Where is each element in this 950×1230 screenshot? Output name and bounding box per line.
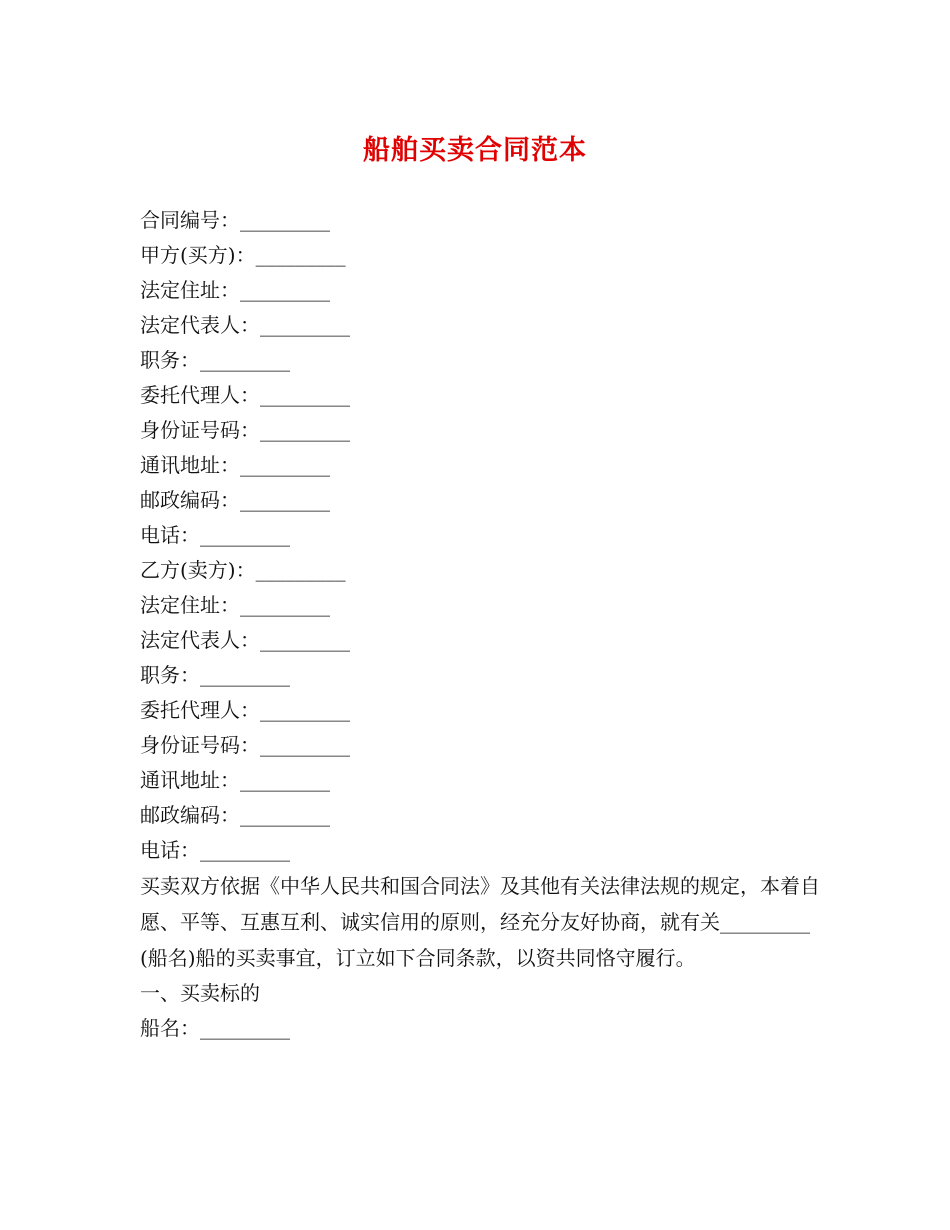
document-title: 船舶买卖合同范本: [363, 135, 587, 166]
document-body: [140, 203, 820, 1046]
field-party-b: 乙方(卖方)：_________: [140, 558, 346, 582]
field-party-a-address: 法定住址：_________: [140, 278, 330, 302]
section-heading-subject: 一、买卖标的: [140, 981, 260, 1005]
field-party-a: 甲方(买方)：_________: [140, 243, 346, 267]
field-contract-number: 合同编号：_________: [140, 208, 330, 232]
field-party-b-agent: 委托代理人：_________: [140, 698, 350, 722]
field-party-b-legal-rep: 法定代表人：_________: [140, 628, 350, 652]
field-party-a-mail-address: 通讯地址：_________: [140, 453, 330, 477]
preamble-paragraph: 买卖双方依据《中华人民共和国合同法》及其他有关法律法规的规定，本着自愿、平等、互惠互利、诚实信用的原则，经充分友好协商，就有关_________(船名)船的买卖事宜，订立如下合同条款，以资共同恪守履行。: [140, 874, 820, 970]
field-party-a-postcode: 邮政编码：_________: [140, 488, 330, 512]
field-party-a-agent: 委托代理人：_________: [140, 383, 350, 407]
field-party-a-id-number: 身份证号码：_________: [140, 418, 350, 442]
field-party-b-position: 职务：_________: [140, 663, 290, 687]
field-party-a-position: 职务：_________: [140, 348, 290, 372]
field-party-b-id-number: 身份证号码：_________: [140, 733, 350, 757]
field-ship-name: 船名：_________: [140, 1016, 290, 1040]
field-party-b-address: 法定住址：_________: [140, 593, 330, 617]
field-party-a-legal-rep: 法定代表人：_________: [140, 313, 350, 337]
field-party-a-phone: 电话：_________: [140, 523, 290, 547]
field-party-b-mail-address: 通讯地址：_________: [140, 768, 330, 792]
field-party-b-phone: 电话：_________: [140, 838, 290, 862]
field-party-b-postcode: 邮政编码：_________: [140, 803, 330, 827]
